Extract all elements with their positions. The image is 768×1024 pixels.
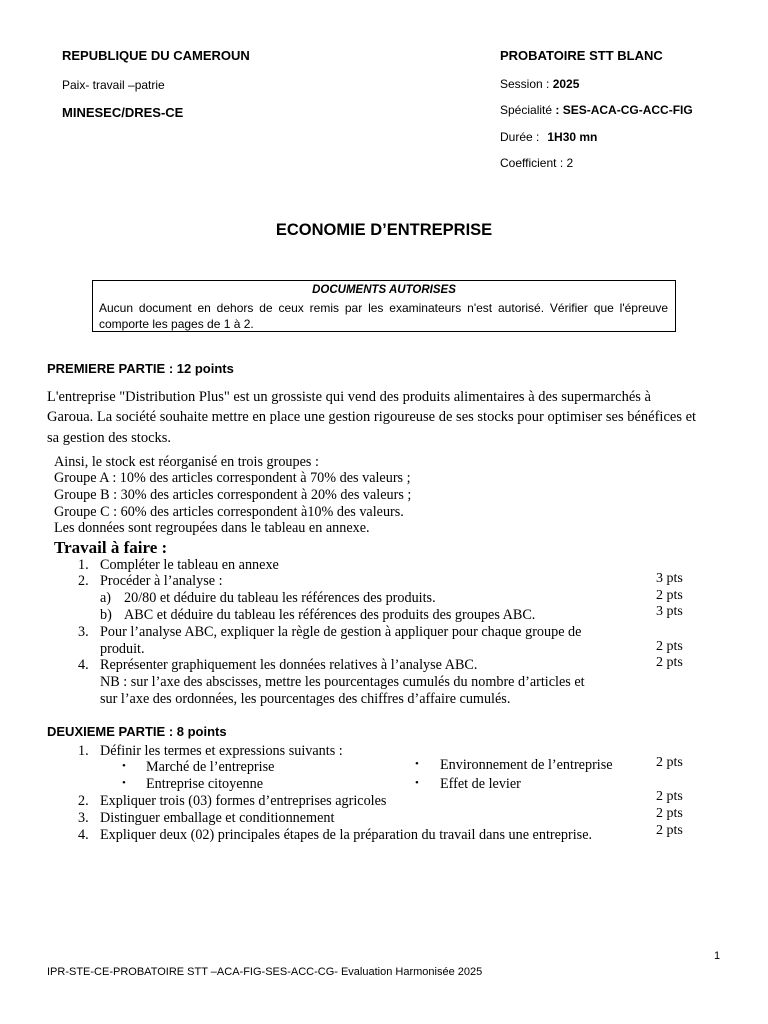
part1-intro: L'entreprise "Distribution Plus" est un grossiste qui vend des produits alimentaires à des supermarchés à Garoua. La société souhaite mettre en place une gestion rigoureuse de ses stocks pour optimiser ses bénéfices et sa gestion des stocks. [47,389,697,446]
specialite-value: : SES-ACA-CG-ACC-FIG [555,103,693,117]
task-2: Procéder à l’analyse : [100,573,223,589]
part1-heading: PREMIERE PARTIE : 12 points [47,361,234,376]
task-number: 4. [78,657,89,673]
travail-heading: Travail à faire : [54,538,168,557]
task-number: 2. [78,573,89,589]
page-number: 1 [714,950,721,962]
task-4-nb-line2: sur l’axe des ordonnées, les pourcentages des chiffres d’affaire cumulés. [100,691,511,707]
subtask-letter: b) [100,607,112,623]
task-2a: 20/80 et déduire du tableau les références des produits. [124,590,436,606]
specialite-line [500,103,693,117]
question-number: 2. [78,793,89,809]
subtask-letter: a) [100,590,112,606]
bullet-icon: • [122,760,126,772]
documents-box [92,280,676,332]
points-value: 3 pts [656,571,683,586]
documents-box-text: Aucun document en dehors de ceux remis par les examinateurs n'est autorisé. Vérifier que l'épreuve comporte les pages de 1 à 2. [99,301,668,331]
stock-line: Ainsi, le stock est réorganisé en trois groupes : [54,454,319,470]
task-2b: ABC et déduire du tableau les références des produits des groupes ABC. [124,607,536,623]
footer-text: IPR-STE-CE-PROBATOIRE STT –ACA-FIG-SES-ACC-CG- Evaluation Harmonisée 2025 [47,966,483,978]
task-number: 1. [78,557,89,573]
question-4: Expliquer deux (02) principales étapes de la préparation du travail dans une entreprise. [100,827,593,843]
session-value: 2025 [552,77,580,91]
task-3-line2: produit. [100,641,145,657]
stock-line: Les données sont regroupées dans le tableau en annexe. [54,520,370,536]
session-line [500,77,579,91]
national-motto: Paix- travail –patrie [62,78,165,92]
documents-box-title: DOCUMENTS AUTORISES [312,284,456,296]
question-2: Expliquer trois (03) formes d’entreprises agricoles [100,793,387,809]
task-4: Représenter graphiquement les données relatives à l’analyse ABC. [100,657,478,673]
exam-title: ECONOMIE D’ENTREPRISE [275,221,493,239]
term-item: Environnement de l’entreprise [440,757,613,773]
term-item: Entreprise citoyenne [146,776,263,792]
ministry-name: MINESEC/DRES-CE [62,105,184,120]
task-number: 3. [78,624,89,640]
points-value: 3 pts [656,604,683,619]
question-number: 4. [78,827,89,843]
points-value: 2 pts [656,823,683,838]
duree-value: 1H30 mn [547,130,598,144]
task-3-line1: Pour l’analyse ABC, expliquer la règle de gestion à appliquer pour chaque groupe de [100,624,582,640]
specialite-label: Spécialité [500,103,556,117]
exam-name: PROBATOIRE STT BLANC [500,48,663,63]
bullet-icon: • [415,758,419,770]
stock-line: Groupe B : 30% des articles correspondent à 20% des valeurs ; [54,487,412,503]
stock-line: Groupe A : 10% des articles correspondent à 70% des valeurs ; [54,470,411,486]
question-number: 3. [78,810,89,826]
bullet-icon: • [415,777,419,789]
task-1: Compléter le tableau en annexe [100,557,279,573]
question-number: 1. [78,743,89,759]
question-3: Distinguer emballage et conditionnement [100,810,335,826]
points-value: 2 pts [656,639,683,654]
duree-line [500,130,597,144]
country-name: REPUBLIQUE DU CAMEROUN [62,48,250,63]
points-value: 2 pts [656,789,683,804]
bullet-icon: • [122,777,126,789]
coefficient: Coefficient : 2 [500,156,574,170]
points-value: 2 pts [656,755,683,770]
duree-label: Durée : [500,130,540,144]
points-value: 2 pts [656,806,683,821]
session-label: Session : [500,77,553,91]
task-4-nb-line1: NB : sur l’axe des abscisses, mettre les pourcentages cumulés du nombre d’articles et [100,674,585,690]
question-1: Définir les termes et expressions suivants : [100,743,343,759]
stock-line: Groupe C : 60% des articles correspondent à10% des valeurs. [54,504,404,520]
term-item: Marché de l’entreprise [146,759,275,775]
points-value: 2 pts [656,655,683,670]
term-item: Effet de levier [440,776,521,792]
points-value: 2 pts [656,588,683,603]
part2-heading: DEUXIEME PARTIE : 8 points [47,724,227,739]
